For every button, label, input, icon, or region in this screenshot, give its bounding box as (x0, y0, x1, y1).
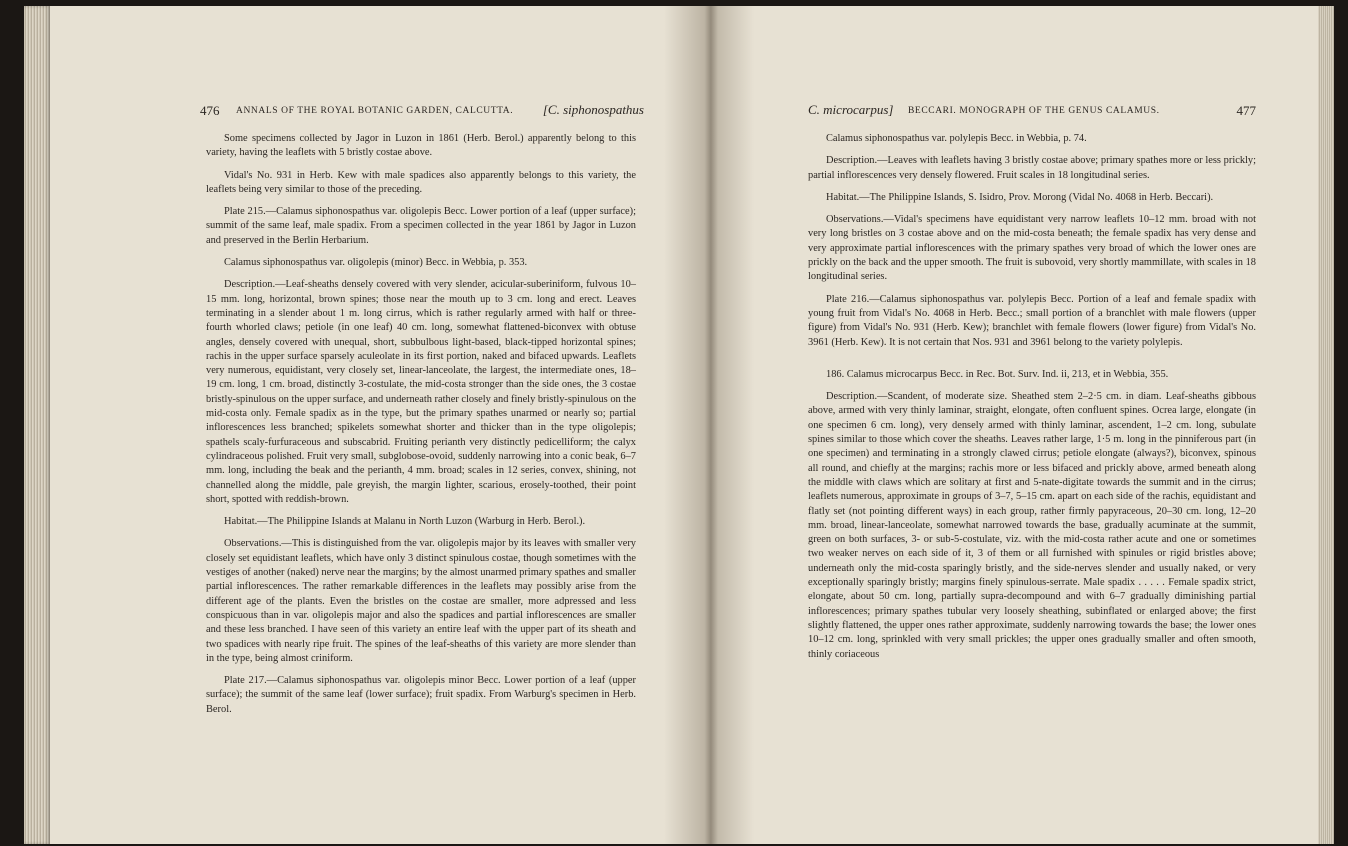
paragraph: Some specimens collected by Jagor in Luzon in 1861 (Herb. Berol.) apparently belong to this variety, having the leaflets with 5 bristly costae above. (206, 133, 636, 159)
paragraph: Vidal's No. 931 in Herb. Kew with male spadices also apparently belongs to this variety, the leaflets being very similar to those of the preceding. (206, 169, 636, 195)
observations-paragraph: Observations.—This is distinguished from the var. oligolepis major by its leaves with smaller very closely set equidistant leaflets, which have only 3 distinct spinulous costae, though sometimes with the vestiges of another (naked) nerve near the margins; by the almost unarmed primary spathes and smaller partial inflorescences. The rather remarkable differences in the leaflets may possibly arise from the different age of the plants. Even the bristles on the costae are smaller, more adpressed and less conspicuous than in var. oligolepis major and also the spadices and partial inflorescences are smaller and these less branched. I have seen of this variety an entire leaf with the upper part of its sheath and two spadices with nearly ripe fruit. The spines of the leaf-sheaths of this variety are more slender than in the type, being almost criniform. (206, 538, 637, 664)
variety-heading: Calamus siphonospathus var. polylepis Becc. in Webbia, p. 74. (826, 133, 1087, 144)
left-page (200, 100, 644, 725)
book-gutter (664, 6, 754, 844)
right-page-header (808, 100, 1256, 122)
variety-heading: Calamus siphonospathus var. oligolepis (minor) Becc. in Webbia, p. 353. (224, 257, 528, 269)
taxon-header: C. microcarpus] (808, 102, 894, 117)
page-edges-right (1318, 6, 1334, 844)
description-paragraph: Description.—Scandent, of moderate size. Sheathed stem 2–2·5 cm. in diam. Leaf-sheaths gibbous above, armed with very thinly laminar, straight, elongate, often confluent spines. Ocrea large, elongate (in one specimen 6 cm. long), very densely armed with thinly laminar, ascendent, 1–2 cm. long, subulate spines similar to those which cover the sheaths. Leaves rather large, 1·5 m. long in the pinniferous part (in one specimen) and terminating in a strongly clawed cirrus; petiole elongate (always?), biconvex, spinous all round, and chiefly at the margins; rachis more or less bifaced and prickly above, armed beneath along the middle with claws which are solitary at first and 5-nate-digitate towards the summit and in the cirrus; leaflets numerous, approximate in groups of 3–7, 5–15 cm. apart on each side of the rachis, equidistant and flatly set (not pointing different ways) in each group, rather firmly papyraceous, 20–30 cm. long, 12–20 mm. broad, linear-lanceolate, somewhat narrowed towards the base, gradually acuminate at the summit, green on both surfaces, 3- or sub-5-costulate, viz. with the mid-costa rather acute and one or sometimes two weaker nerves on each side of it, 3 of them or all furnished with spinules or rigid bristles above; underneath only the mid-costa sparingly bristly, and the side-nerves slender and usually naked, or very exceptionally sparingly bristly; margins finely spinulous-serrate. Male spadix . . . . . Female spadix strict, elongate, about 50 cm. long, partially supra-decompound and with 6–7 gradually diminishing partial inflorescences; primary spathes tubular very loosely sheathing, subinflated or enlarged above; the first slightly flattened, the upper ones rather approximate, suddenly narrowing towards the base; the lower ones 10–12 cm. long, sprinkled with very small prickles; the upper ones gradually smaller and often smooth, thinly coriaceous (808, 391, 1256, 660)
taxon-header: [C. siphonospathus (542, 102, 644, 117)
plate-caption: Plate 215.—Calamus siphonospathus var. oligolepis Becc. Lower portion of a leaf (upper surface); summit of the same leaf, male spadix. From a specimen collected in the year 1861 by Jagor in Luzon and preserved in the Berlin Herbarium. (206, 206, 636, 246)
habitat-paragraph: Habitat.—The Philippine Islands at Malanu in North Luzon (Warburg in Herb. Berol.). (224, 516, 586, 528)
page-number: 477 (1236, 103, 1256, 118)
observations-paragraph: Observations.—Vidal's specimens have equidistant very narrow leaflets 10–12 mm. broad with not very long bristles on 3 costae above and on the mid-costa beneath; the female spadix has very dense and very approximate partial inflorescences with the primary spathes very broad of which the lower ones are prickly on the back and the upper smooth. The fruit is subovoid, very shortly mammillate, with scales in 18 longitudinal series. (808, 214, 1256, 283)
running-title: BECCARI. MONOGRAPH OF THE GENUS CALAMUS. (908, 106, 1160, 116)
right-page (808, 100, 1256, 670)
page-number: 476 (200, 103, 220, 118)
description-paragraph: Description.—Leaves with leaflets having 3 bristly costae above; primary spathes more or less prickly; partial inflorescences very densely flowered. Fruit scales in 18 longitudinal series. (808, 155, 1256, 181)
description-paragraph: Description.—Leaf-sheaths densely covered with very slender, acicular-suberiniform, fulvous 10–15 mm. long, horizontal, brown spines; those near the mouth up to 3 cm. long and erect. Leaves terminating in a slender about 1 m. long cirrus, which is rather regularly armed with half or three-fourth whorled claws; petiole (in one leaf) 40 cm. long, somewhat flattened-biconvex with obtuse angles, densely covered with unequal, short, subbulbous light-based, black-tipped horizontal spines; rachis in the upper surface sparsely aculeolate in its first portion, naked and bifaced upwards. Leaflets very numerous, equidistant, very closely set, linear-lanceolate, the largest, the intermediate ones, 18–19 cm. long, 1 cm. broad, distinctly 3-costulate, the mid-costa stronger than the side ones, the 3 costae bristly-spinulous on the upper surface, and underneath rather closely and finely bristly-spinulous on the mid-costa only. Female spadix as in the type, but the primary spathes unarmed or nearly so; partial inflorescences less branched; spikelets somewhat shorter and thicker than in the type oligolepis; spathels scaly-furfuraceous and subscabrid. Fruiting perianth very distinctly pedicelliform; the calyx cylindraceous polished. Fruit very small, subglobose-ovoid, suddenly narrowing into a conic beak, 6–7 mm. long, including the beak and the perianth, 4 mm. broad; scales in 12 series, convex, shining, not channelled along the middle, pale greyish, the margin lighter, scarious, erosely-toothed, their point short, spotted with reddish-brown. (206, 279, 636, 505)
left-page-header (200, 100, 644, 122)
habitat-paragraph: Habitat.—The Philippine Islands, S. Isidro, Prov. Morong (Vidal No. 4068 in Herb. Beccari). (826, 191, 1214, 203)
page-edges-left (24, 6, 50, 844)
running-title: ANNALS OF THE ROYAL BOTANIC GARDEN, CALCUTTA. (236, 106, 514, 116)
plate-caption: Plate 216.—Calamus siphonospathus var. polylepis Becc. Portion of a leaf and female spadix with young fruit from Vidal's No. 4068 in Herb. Becc.; small portion of a branchlet with male flowers (upper figure) from Vidal's No. 931 (Herb. Kew); branchlet with female flowers (lower figure) from Vidal's No. 3961 (Herb. Kew). It is not certain that Nos. 931 and 3961 belong to the variety polylepis. (808, 293, 1256, 348)
species-heading: 186. Calamus microcarpus Becc. in Rec. Bot. Surv. Ind. ii, 213, et in Webbia, 355. (826, 368, 1169, 380)
plate-caption: Plate 217.—Calamus siphonospathus var. oligolepis minor Becc. Lower portion of a leaf (upper surface); the summit of the same leaf (lower surface); fruit spadix. From Warburg's specimen in Herb. Berol. (206, 675, 636, 715)
